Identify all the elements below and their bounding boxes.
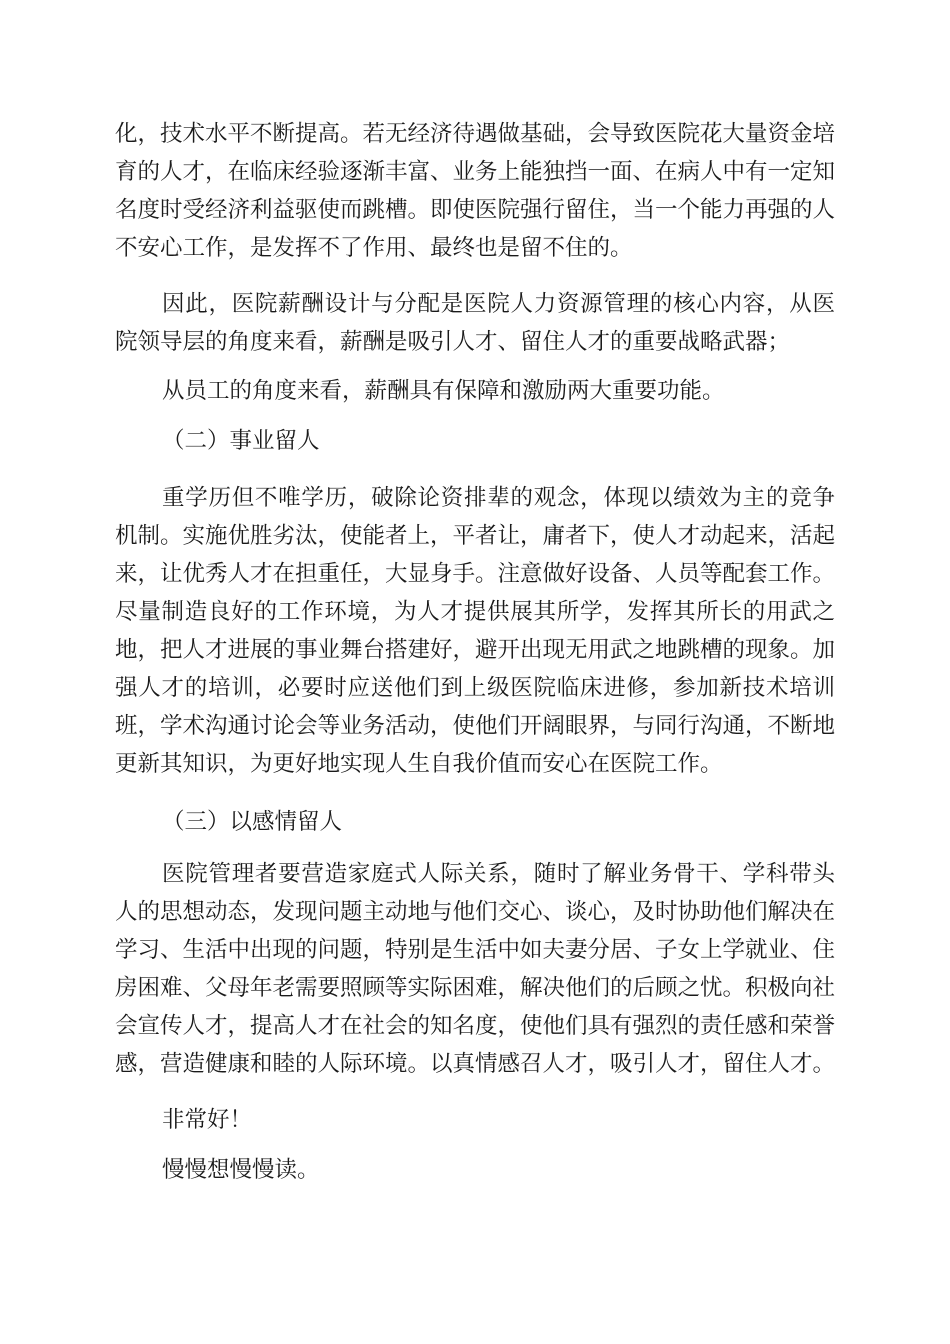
paragraph-continued: 化，技术水平不断提高。若无经济待遇做基础，会导致医院花大量资金培育的人才，在临床经验逐渐丰富、业务上能独挡一面、在病人中有一定知名度时受经济利益驱使而跳槽。即使医院强行留住，当一个能力再强的人不安心工作，是发挥不了作用、最终也是留不住的。: [115, 121, 836, 261]
paragraph-employee-view: 从员工的角度来看，薪酬具有保障和激励两大重要功能。: [162, 378, 725, 404]
closing-remark: 非常好！: [162, 1107, 253, 1133]
paragraph-emotion-retention: 医院管理者要营造家庭式人际关系，随时了解业务骨干、学科带头人的思想动态，发现问题主动地与他们交心、谈心，及时协助他们解决在学习、生活中出现的问题，特别是生活中如夫妻分居、子女上学就业、住房困难、父母年老需要照顾等实际困难，解决他们的后顾之忧。积极向社会宣传人才，提高人才在社会的知名度，使他们具有强烈的责任感和荣誉感，营造健康和睦的人际环境。以真情感召人才，吸引人才，留住人才。: [115, 861, 836, 1077]
paragraph-salary-core: 因此，医院薪酬设计与分配是医院人力资源管理的核心内容，从医院领导层的角度来看，薪酬是吸引人才、留住人才的重要战略武器；: [115, 291, 835, 355]
closing-note: 慢慢想慢慢读。: [162, 1157, 320, 1183]
section-heading-emotion: （三）以感情留人: [162, 809, 343, 835]
section-heading-career: （二）事业留人: [162, 428, 320, 454]
paragraph-career-retention: 重学历但不唯学历，破除论资排辈的观念，体现以绩效为主的竞争机制。实施优胜劣汰，使能者上，平者让，庸者下，使人才动起来，活起来，让优秀人才在担重任，大显身手。注意做好设备、人员等配套工作。尽量制造良好的工作环境，为人才提供展其所学，发挥其所长的用武之地，把人才进展的事业舞台搭建好，避开出现无用武之地跳槽的现象。加强人才的培训，必要时应送他们到上级医院临床进修，参加新技术培训班，学术沟通讨论会等业务活动，使他们开阔眼界，与同行沟通，不断地更新其知识，为更好地实现人生自我价值而安心在医院工作。: [115, 485, 836, 777]
